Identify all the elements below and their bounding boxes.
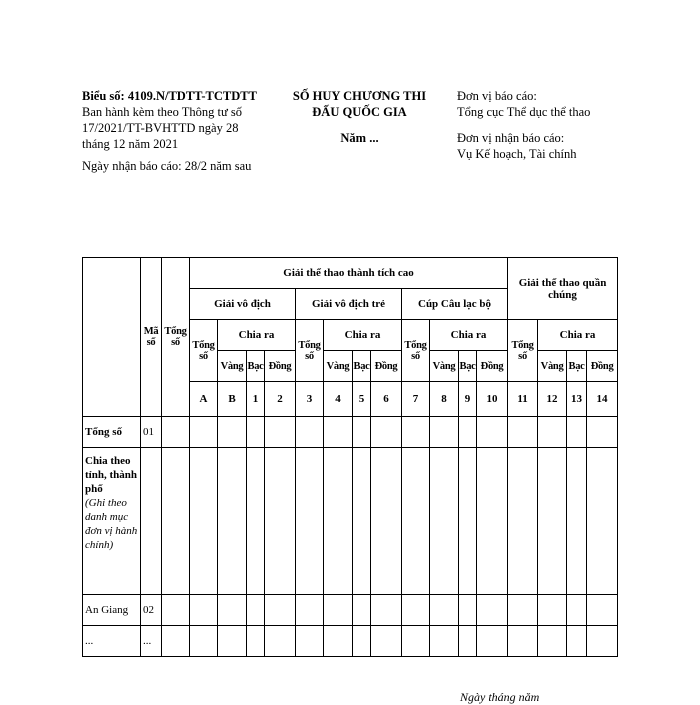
data-cell[interactable] (371, 417, 402, 448)
data-cell[interactable] (190, 595, 218, 626)
national-total-header: Tổng số (190, 320, 218, 382)
data-cell[interactable] (538, 448, 567, 595)
data-cell[interactable] (296, 417, 324, 448)
data-cell[interactable] (371, 626, 402, 657)
reporting-unit: Tổng cục Thể dục thể thao (457, 105, 591, 119)
receive-date: Ngày nhận báo cáo: 28/2 năm sau (82, 159, 252, 173)
data-cell[interactable] (508, 595, 538, 626)
mass-split-header: Chia ra (538, 320, 618, 351)
data-cell[interactable] (587, 448, 618, 595)
data-cell[interactable] (459, 626, 477, 657)
data-cell[interactable] (477, 595, 508, 626)
data-cell[interactable] (538, 595, 567, 626)
data-cell[interactable] (218, 417, 247, 448)
data-cell[interactable] (567, 595, 587, 626)
row-label-note: (Ghi theo danh mục đơn vị hành chính) (85, 497, 138, 551)
data-cell[interactable] (567, 626, 587, 657)
row-label (83, 448, 141, 595)
data-cell[interactable] (190, 448, 218, 595)
index-cell: 9 (459, 382, 477, 417)
data-cell[interactable] (247, 417, 265, 448)
data-cell[interactable] (247, 626, 265, 657)
row-label-text: Chia theo tỉnh, thành phố (85, 455, 137, 495)
data-cell[interactable] (247, 448, 265, 595)
row-code: ... (141, 626, 162, 657)
silver-header: Bạc (247, 351, 265, 382)
report-title: SỐ HUY CHƯƠNG THI ĐẤU QUỐC GIA (292, 89, 427, 119)
youth-split-header: Chia ra (324, 320, 402, 351)
table-row (83, 417, 618, 448)
medal-table (82, 257, 618, 657)
national-split-header: Chia ra (218, 320, 296, 351)
data-cell[interactable] (459, 595, 477, 626)
gold-header: Vàng (324, 351, 353, 382)
data-cell[interactable] (162, 417, 190, 448)
bronze-header: Đồng (265, 351, 296, 382)
data-cell[interactable] (477, 417, 508, 448)
mass-sports-header: Giải thể thao quần chúng (508, 258, 618, 320)
index-cell: 10 (477, 382, 508, 417)
data-cell[interactable] (353, 448, 371, 595)
national-championship-header: Giải vô địch (190, 289, 296, 320)
index-cell: 3 (296, 382, 324, 417)
data-cell[interactable] (162, 595, 190, 626)
data-cell[interactable] (324, 417, 353, 448)
data-cell[interactable] (567, 417, 587, 448)
gold-header: Vàng (538, 351, 567, 382)
data-cell[interactable] (567, 448, 587, 595)
index-cell: B (218, 382, 247, 417)
high-performance-header: Giải thể thao thành tích cao (190, 258, 508, 289)
bronze-header: Đồng (371, 351, 402, 382)
data-cell[interactable] (265, 626, 296, 657)
data-cell[interactable] (265, 417, 296, 448)
gold-header: Vàng (218, 351, 247, 382)
receiving-unit: Vụ Kế hoạch, Tài chính (457, 147, 577, 161)
index-cell: A (190, 382, 218, 417)
data-cell[interactable] (477, 626, 508, 657)
bronze-header: Đồng (477, 351, 508, 382)
unit-info (457, 88, 627, 162)
data-cell[interactable] (296, 595, 324, 626)
index-cell: 6 (371, 382, 402, 417)
receiving-unit-label: Đơn vị nhận báo cáo: (457, 131, 565, 145)
data-cell[interactable] (324, 626, 353, 657)
index-cell: 12 (538, 382, 567, 417)
youth-total-header: Tổng số (296, 320, 324, 382)
row-label: ... (83, 626, 141, 657)
data-cell[interactable] (477, 448, 508, 595)
report-year: Năm ... (340, 131, 379, 145)
club-total-header: Tổng số (402, 320, 430, 382)
index-cell: 2 (265, 382, 296, 417)
data-cell[interactable] (190, 626, 218, 657)
data-cell[interactable] (538, 417, 567, 448)
gold-header: Vàng (430, 351, 459, 382)
row-code: 01 (141, 417, 162, 448)
total-column-header: Tổng số (162, 258, 190, 417)
data-cell[interactable] (459, 448, 477, 595)
silver-header: Bạc (567, 351, 587, 382)
club-cup-header: Cúp Câu lạc bộ (402, 289, 508, 320)
data-cell[interactable] (587, 595, 618, 626)
data-cell[interactable] (587, 417, 618, 448)
data-cell[interactable] (265, 595, 296, 626)
data-cell[interactable] (296, 626, 324, 657)
data-cell[interactable] (459, 417, 477, 448)
row-code (141, 448, 162, 595)
club-split-header: Chia ra (430, 320, 508, 351)
data-cell[interactable] (402, 417, 430, 448)
data-cell[interactable] (353, 626, 371, 657)
data-cell[interactable] (162, 626, 190, 657)
data-cell[interactable] (508, 417, 538, 448)
data-cell[interactable] (430, 626, 459, 657)
data-cell[interactable] (324, 448, 353, 595)
data-cell[interactable] (190, 417, 218, 448)
data-cell[interactable] (218, 626, 247, 657)
data-cell[interactable] (430, 595, 459, 626)
label-column-header (83, 258, 141, 417)
form-info (82, 88, 262, 174)
data-cell[interactable] (371, 448, 402, 595)
index-cell: 11 (508, 382, 538, 417)
row-label: Tổng số (83, 417, 141, 448)
data-cell[interactable] (218, 448, 247, 595)
row-label: An Giang (83, 595, 141, 626)
data-cell[interactable] (402, 448, 430, 595)
data-cell[interactable] (353, 595, 371, 626)
data-cell[interactable] (402, 595, 430, 626)
bronze-header: Đồng (587, 351, 618, 382)
data-cell[interactable] (402, 626, 430, 657)
signature-date: Ngày tháng năm (460, 690, 540, 704)
data-cell[interactable] (430, 448, 459, 595)
report-title-block (282, 88, 437, 146)
data-cell[interactable] (218, 595, 247, 626)
silver-header: Bạc (353, 351, 371, 382)
data-cell[interactable] (296, 448, 324, 595)
silver-header: Bạc (459, 351, 477, 382)
data-cell[interactable] (587, 626, 618, 657)
index-cell: 13 (567, 382, 587, 417)
data-cell[interactable] (508, 448, 538, 595)
row-code: 02 (141, 595, 162, 626)
data-cell[interactable] (247, 595, 265, 626)
code-column-header: Mã số (141, 258, 162, 417)
data-cell[interactable] (162, 448, 190, 595)
data-cell[interactable] (371, 595, 402, 626)
youth-championship-header: Giải vô địch trẻ (296, 289, 402, 320)
index-cell: 5 (353, 382, 371, 417)
table-row (83, 595, 618, 626)
index-cell: 4 (324, 382, 353, 417)
data-cell[interactable] (324, 595, 353, 626)
data-cell[interactable] (265, 448, 296, 595)
data-cell[interactable] (430, 417, 459, 448)
data-cell[interactable] (353, 417, 371, 448)
index-cell: 1 (247, 382, 265, 417)
index-cell: 14 (587, 382, 618, 417)
issued-by: Ban hành kèm theo Thông tư số 17/2021/TT-BVHTTD ngày 28 tháng 12 năm 2021 (82, 105, 242, 151)
table-row (83, 448, 618, 595)
data-cell[interactable] (508, 626, 538, 657)
form-code: Biểu số: 4109.N/TDTT-TCTDTT (82, 89, 257, 103)
data-cell[interactable] (538, 626, 567, 657)
mass-total-header: Tổng số (508, 320, 538, 382)
index-cell: 8 (430, 382, 459, 417)
index-cell: 7 (402, 382, 430, 417)
table-row (83, 626, 618, 657)
reporting-unit-label: Đơn vị báo cáo: (457, 89, 537, 103)
